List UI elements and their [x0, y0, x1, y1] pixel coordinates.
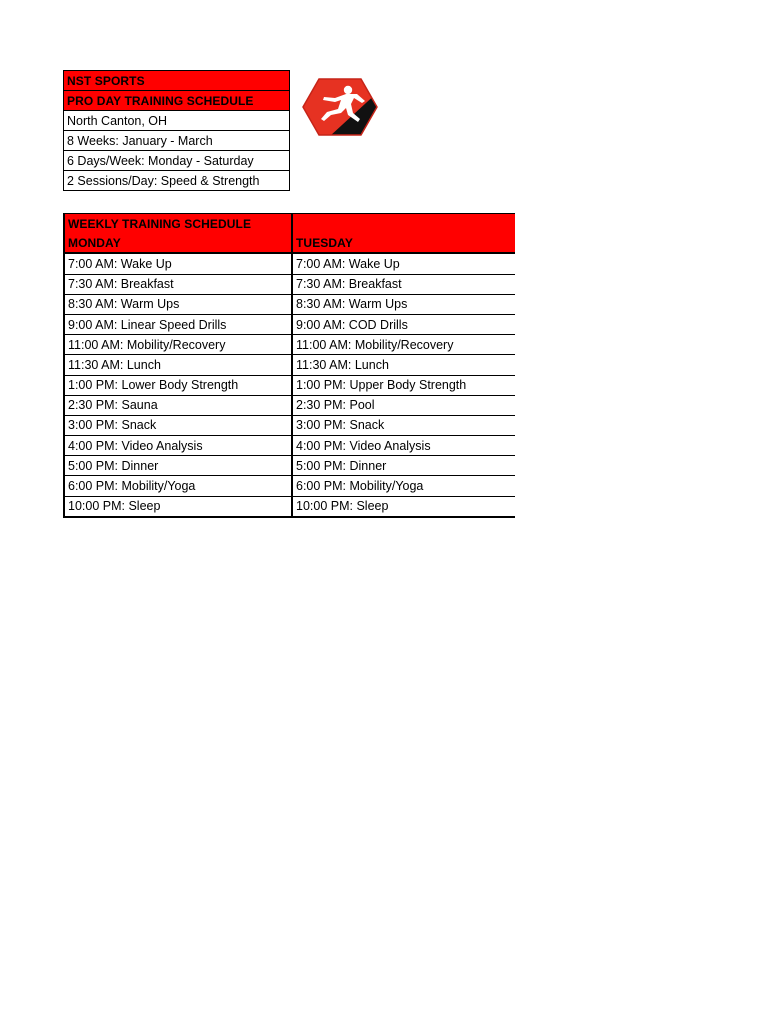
monday-entry: 4:00 PM: Video Analysis [64, 436, 292, 456]
monday-entry: 9:00 AM: Linear Speed Drills [64, 314, 292, 334]
tuesday-entry: 11:00 AM: Mobility/Recovery [292, 335, 515, 355]
tuesday-entry: 1:00 PM: Upper Body Strength [292, 375, 515, 395]
tuesday-entry: 3:00 PM: Snack [292, 415, 515, 435]
tuesday-entry: 11:30 AM: Lunch [292, 355, 515, 375]
sessions-cell: 2 Sessions/Day: Speed & Strength [64, 171, 290, 191]
weekly-schedule-table [63, 213, 515, 518]
schedule-row [64, 294, 515, 314]
schedule-row [64, 476, 515, 496]
tuesday-entry: 10:00 PM: Sleep [292, 496, 515, 517]
day-header-tuesday: TUESDAY [292, 233, 515, 253]
location-cell: North Canton, OH [64, 111, 290, 131]
schedule-row [64, 456, 515, 476]
schedule-row [64, 274, 515, 294]
monday-entry: 1:00 PM: Lower Body Strength [64, 375, 292, 395]
monday-entry: 7:30 AM: Breakfast [64, 274, 292, 294]
tuesday-entry: 7:30 AM: Breakfast [292, 274, 515, 294]
brand-name: NST SPORTS [64, 71, 290, 91]
weekly-title-fill [292, 214, 515, 234]
schedule-row [64, 375, 515, 395]
day-header-monday: MONDAY [64, 233, 292, 253]
monday-entry: 3:00 PM: Snack [64, 415, 292, 435]
monday-entry: 8:30 AM: Warm Ups [64, 294, 292, 314]
tuesday-entry: 6:00 PM: Mobility/Yoga [292, 476, 515, 496]
monday-entry: 6:00 PM: Mobility/Yoga [64, 476, 292, 496]
program-info-table [63, 70, 290, 191]
schedule-row [64, 314, 515, 334]
tuesday-entry: 9:00 AM: COD Drills [292, 314, 515, 334]
schedule-row [64, 355, 515, 375]
schedule-row [64, 335, 515, 355]
tuesday-entry: 5:00 PM: Dinner [292, 456, 515, 476]
schedule-row [64, 415, 515, 435]
schedule-row [64, 253, 515, 274]
monday-entry: 11:30 AM: Lunch [64, 355, 292, 375]
weekly-schedule-title: WEEKLY TRAINING SCHEDULE [64, 214, 292, 234]
tuesday-entry: 8:30 AM: Warm Ups [292, 294, 515, 314]
schedule-row [64, 436, 515, 456]
monday-entry: 2:30 PM: Sauna [64, 395, 292, 415]
monday-entry: 7:00 AM: Wake Up [64, 253, 292, 274]
frequency-cell: 6 Days/Week: Monday - Saturday [64, 151, 290, 171]
duration-cell: 8 Weeks: January - March [64, 131, 290, 151]
monday-entry: 11:00 AM: Mobility/Recovery [64, 335, 292, 355]
schedule-row [64, 496, 515, 517]
sprinter-logo-icon [302, 78, 378, 136]
tuesday-entry: 4:00 PM: Video Analysis [292, 436, 515, 456]
monday-entry: 10:00 PM: Sleep [64, 496, 292, 517]
tuesday-entry: 7:00 AM: Wake Up [292, 253, 515, 274]
schedule-row [64, 395, 515, 415]
tuesday-entry: 2:30 PM: Pool [292, 395, 515, 415]
program-title: PRO DAY TRAINING SCHEDULE [64, 91, 290, 111]
monday-entry: 5:00 PM: Dinner [64, 456, 292, 476]
